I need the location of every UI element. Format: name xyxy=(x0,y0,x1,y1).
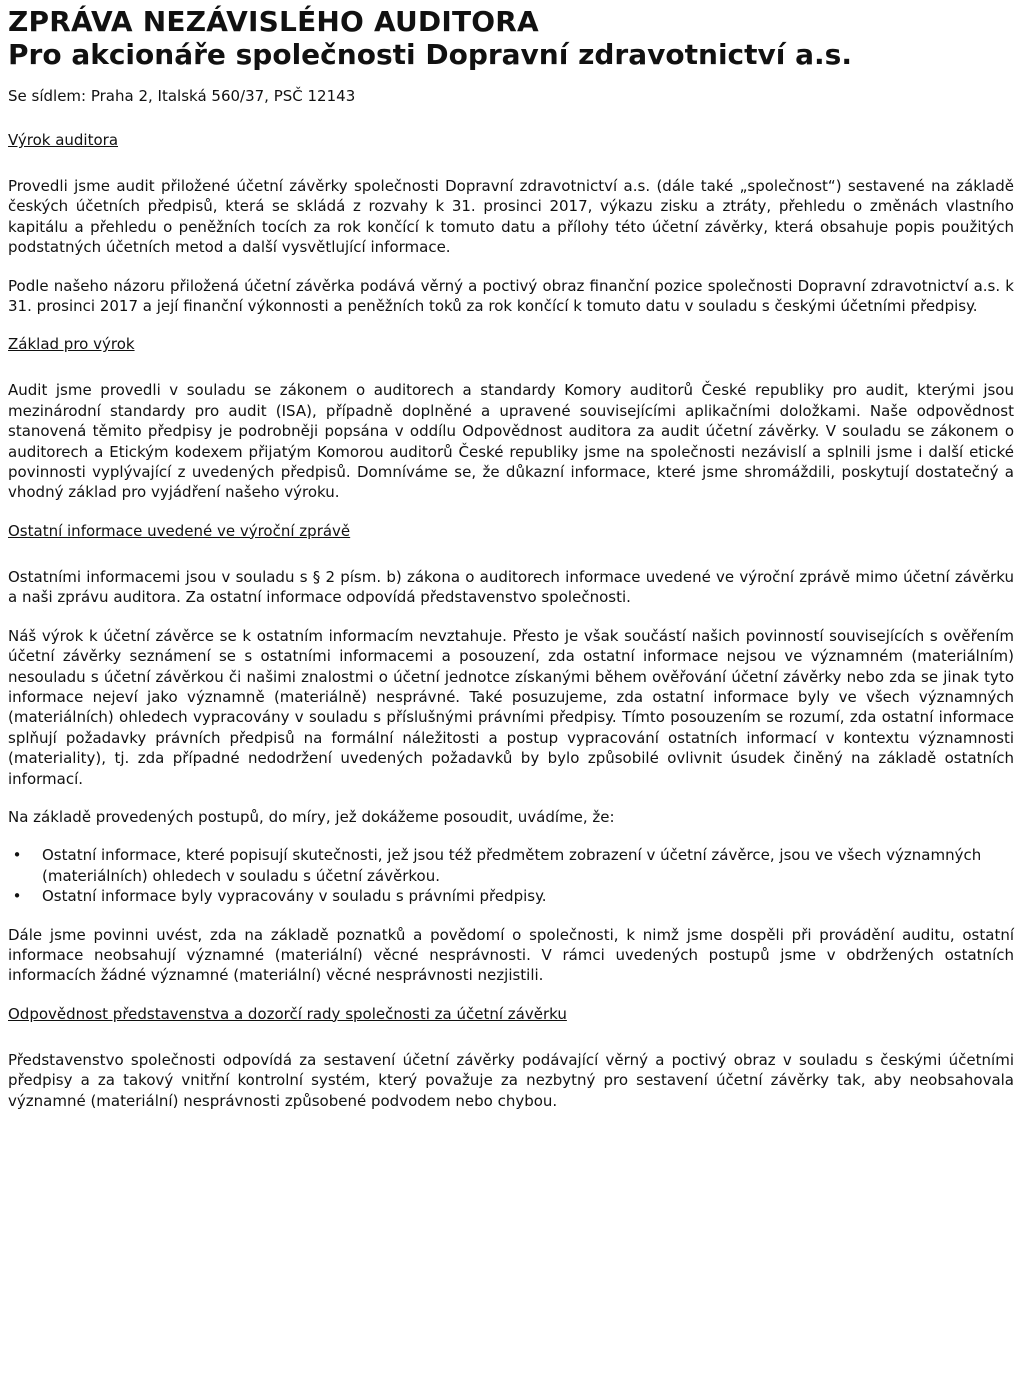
list-item xyxy=(8,845,1014,886)
list-item-text: Ostatní informace byly vypracovány v souladu s právními předpisy. xyxy=(42,887,547,906)
paragraph: Dále jsme povinni uvést, zda na základě poznatků a povědomí o společnosti, k nimž jsme dospěli při provádění auditu, ostatní informace neobsahují významné (materiální) věcné nesprávnosti. V rámci uvedených postupů jsme v obdržených ostatních informacích žádné významné (materiální) věcné nesprávnosti nezjistili. xyxy=(8,925,1014,985)
paragraph: Audit jsme provedli v souladu se zákonem o auditorech a standardy Komory auditorů České republiky pro audit, kterými jsou mezinárodní standardy pro audit (ISA), případně doplněné a upravené souvisejícími aplikačními doložkami. Naše odpovědnost stanovená těmito předpisy je podrobněji popsána v oddílu Odpovědnost auditora za audit účetní závěrky. V souladu se zákonem o auditorech a Etickým kodexem přijatým Komorou auditorů České republiky jsme na společnosti nezávislí a splnili jsme i další etické povinnosti vyplývající z uvedených předpisů. Domníváme se, že důkazní informace, které jsme shromáždili, poskytují dostatečný a vhodný základ pro vyjádření našeho výroku. xyxy=(8,381,1014,502)
section-heading-vyrok: Výrok auditora xyxy=(8,131,119,149)
report-subtitle: Pro akcionáře společnosti Dopravní zdravotnictví a.s. xyxy=(8,38,852,71)
paragraph: Představenstvo společnosti odpovídá za sestavení účetní závěrky podávající věrný a poctivý obraz v souladu s českými účetními předpisy a za takový vnitřní kontrolní systém, který považuje za nezbytný pro sestavení účetní závěrky tak, aby neobsahovala významné (materiální) nesprávnosti způsobené podvodem nebo chybou. xyxy=(8,1050,1014,1110)
paragraph: Ostatními informacemi jsou v souladu s § 2 písm. b) zákona o auditorech informace uvedené ve výroční zprávě mimo účetní závěrku a naši zprávu auditora. Za ostatní informace odpovídá představenstvo společnosti. xyxy=(8,567,1014,607)
bullet-icon: • xyxy=(12,887,22,906)
section-heading-odpovednost: Odpovědnost představenstva a dozorčí rady společnosti za účetní závěrku xyxy=(8,1004,567,1023)
company-address: Se sídlem: Praha 2, Italská 560/37, PSČ 12143 xyxy=(8,87,356,105)
paragraph: Náš výrok k účetní závěrce se k ostatním informacím nevztahuje. Přesto je však součástí našich povinností souvisejících s ověřením účetní závěrky seznámení se s ostatními informacemi a posouzení, zda ostatní informace nejsou ve významném (materiálním) nesouladu s účetní závěrkou či našimi znalostmi o účetní jednotce získanými během ověřování účetní závěrky nebo zda se jinak tyto informace nejeví jako významně (materiálně) nesprávné. Také posuzujeme, zda ostatní informace byly ve všech významných (materiálních) ohledech vypracovány v souladu s příslušnými právními předpisy. Tímto posouzením se rozumí, zda ostatní informace splňují požadavky právních předpisů na formální náležitosti a postup vypracování ostatních informací v kontextu významnosti (materiality), tj. zda případné nedodržení uvedených požadavků by bylo způsobilé ovlivnit úsudek činěný na základě ostatních informací. xyxy=(8,626,1014,788)
list-item xyxy=(8,886,1014,906)
section-heading-zaklad: Základ pro výrok xyxy=(8,335,135,354)
paragraph: Na základě provedených postupů, do míry, jež dokážeme posoudit, uvádíme, že: xyxy=(8,807,615,826)
bullet-icon: • xyxy=(12,846,22,865)
section-heading-ostatni: Ostatní informace uvedené ve výroční zprávě xyxy=(8,521,351,540)
bullet-list xyxy=(8,845,1014,906)
paragraph: Provedli jsme audit přiložené účetní závěrky společnosti Dopravní zdravotnictví a.s. (dále také „společnost“) sestavené na základě českých účetních předpisů, která se skládá z rozvahy k 31. prosinci 2017, výkazu zisku a ztráty, přehledu o změnách vlastního kapitálu a přehledu o peněžních tocích za rok končící k tomuto datu a přílohy této účetní závěrky, která obsahuje popis použitých podstatných účetních metod a další vysvětlující informace. xyxy=(8,177,1014,257)
list-item-text: Ostatní informace, které popisují skutečnosti, jež jsou též předmětem zobrazení v účetní závěrce, jsou ve všech významných (materiálních) ohledech v souladu s účetní závěrkou. xyxy=(42,846,982,885)
report-title: ZPRÁVA NEZÁVISLÉHO AUDITORA xyxy=(8,5,539,38)
paragraph: Podle našeho názoru přiložená účetní závěrka podává věrný a poctivý obraz finanční pozice společnosti Dopravní zdravotnictví a.s. k 31. prosinci 2017 a její finanční výkonnosti a peněžních toků za rok končící k tomuto datu v souladu s českými účetními předpisy. xyxy=(8,276,1014,316)
